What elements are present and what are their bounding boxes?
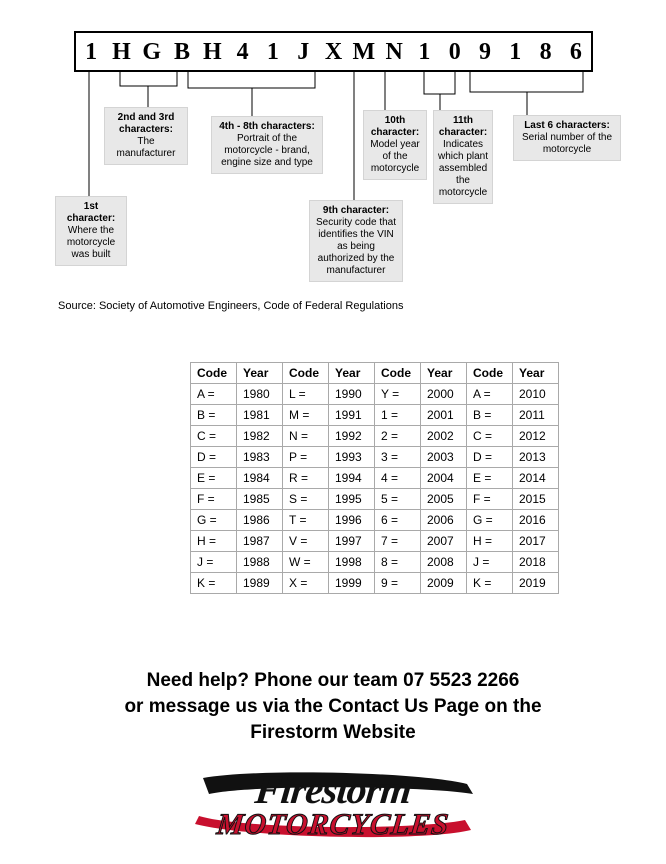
cell-code: E = <box>467 468 513 489</box>
cell-year: 2016 <box>513 510 559 531</box>
cell-year: 2008 <box>421 552 467 573</box>
table-row <box>191 384 559 405</box>
cell-year: 1996 <box>329 510 375 531</box>
column-header: Code <box>191 363 237 384</box>
table-row <box>191 489 559 510</box>
callout-body: The manufacturer <box>116 136 176 159</box>
callout-heading: 10th character: <box>370 115 420 138</box>
callout-body: Serial number of the motorcycle <box>521 132 613 155</box>
cell-code: N = <box>283 426 329 447</box>
cell-code: K = <box>191 573 237 594</box>
table-row <box>191 573 559 594</box>
callout-second-third-characters <box>104 107 188 165</box>
callout-heading: 9th character: <box>322 205 390 216</box>
cell-year: 1989 <box>237 573 283 594</box>
logo-word-firestorm: Firestorm <box>252 767 414 812</box>
cell-code: E = <box>191 468 237 489</box>
help-text-block <box>33 668 633 746</box>
cell-code: 6 = <box>375 510 421 531</box>
cell-year: 1999 <box>329 573 375 594</box>
cell-code: M = <box>283 405 329 426</box>
table-row <box>191 405 559 426</box>
cell-year: 1980 <box>237 384 283 405</box>
cell-code: 5 = <box>375 489 421 510</box>
cell-year: 2006 <box>421 510 467 531</box>
callout-ninth-character <box>309 200 403 282</box>
cell-code: G = <box>191 510 237 531</box>
table-row <box>191 531 559 552</box>
cell-year: 1987 <box>237 531 283 552</box>
cell-year: 1986 <box>237 510 283 531</box>
cell-code: J = <box>467 552 513 573</box>
table-row <box>191 426 559 447</box>
firestorm-motorcycles-logo <box>183 768 483 850</box>
cell-code: B = <box>467 405 513 426</box>
cell-code: J = <box>191 552 237 573</box>
column-header: Code <box>375 363 421 384</box>
cell-code: 8 = <box>375 552 421 573</box>
cell-year: 1984 <box>237 468 283 489</box>
cell-code: K = <box>467 573 513 594</box>
cell-year: 2013 <box>513 447 559 468</box>
vin-char: 1 <box>85 38 98 65</box>
cell-code: V = <box>283 531 329 552</box>
cell-code: 3 = <box>375 447 421 468</box>
vin-char: H <box>203 38 222 65</box>
cell-code: H = <box>467 531 513 552</box>
cell-code: 9 = <box>375 573 421 594</box>
cell-year: 2004 <box>421 468 467 489</box>
callout-heading: 4th - 8th characters: <box>219 121 315 132</box>
vin-char: 1 <box>509 38 522 65</box>
table-row <box>191 468 559 489</box>
cell-code: A = <box>467 384 513 405</box>
vin-char: 4 <box>236 38 249 65</box>
vin-char: 8 <box>539 38 552 65</box>
vin-char: G <box>142 38 162 65</box>
vin-char: N <box>385 38 403 65</box>
column-header: Year <box>513 363 559 384</box>
callout-heading: Last 6 characters: <box>524 120 610 131</box>
cell-year: 1990 <box>329 384 375 405</box>
cell-year: 2018 <box>513 552 559 573</box>
cell-code: W = <box>283 552 329 573</box>
column-header: Code <box>467 363 513 384</box>
table-header-row <box>191 363 559 384</box>
cell-code: H = <box>191 531 237 552</box>
cell-year: 2003 <box>421 447 467 468</box>
cell-code: C = <box>191 426 237 447</box>
cell-year: 2014 <box>513 468 559 489</box>
cell-year: 1998 <box>329 552 375 573</box>
cell-year: 2019 <box>513 573 559 594</box>
cell-year: 2017 <box>513 531 559 552</box>
cell-year: 2001 <box>421 405 467 426</box>
cell-code: T = <box>283 510 329 531</box>
help-line-3: Firestorm Website <box>250 722 416 743</box>
vin-char: H <box>112 38 131 65</box>
column-header: Code <box>283 363 329 384</box>
vin-char: 1 <box>418 38 431 65</box>
vin-char: 6 <box>569 38 582 65</box>
cell-year: 1982 <box>237 426 283 447</box>
cell-year: 1995 <box>329 489 375 510</box>
logo-word-motorcycles: MOTORCYCLES <box>215 808 451 841</box>
vin-char: X <box>324 38 343 65</box>
table-row <box>191 447 559 468</box>
cell-code: S = <box>283 489 329 510</box>
cell-year: 1994 <box>329 468 375 489</box>
cell-code: X = <box>283 573 329 594</box>
cell-year: 1981 <box>237 405 283 426</box>
vin-char: 1 <box>266 38 279 65</box>
callout-tenth-character <box>363 110 427 180</box>
cell-year: 1997 <box>329 531 375 552</box>
table-row <box>191 510 559 531</box>
column-header: Year <box>237 363 283 384</box>
source-note: Source: Society of Automotive Engineers, Code of Federal Regulations <box>58 300 404 312</box>
callout-body: Security code that identifies the VIN as being authorized by the manufacturer <box>315 217 397 276</box>
cell-year: 2010 <box>513 384 559 405</box>
cell-code: R = <box>283 468 329 489</box>
callout-heading: 1st character: <box>66 201 116 224</box>
cell-code: Y = <box>375 384 421 405</box>
cell-code: 4 = <box>375 468 421 489</box>
cell-code: L = <box>283 384 329 405</box>
cell-year: 1993 <box>329 447 375 468</box>
cell-year: 2012 <box>513 426 559 447</box>
help-line-1: Need help? Phone our team 07 5523 2266 <box>146 670 520 691</box>
vin-char: B <box>174 38 191 65</box>
cell-code: D = <box>467 447 513 468</box>
cell-code: D = <box>191 447 237 468</box>
cell-year: 2005 <box>421 489 467 510</box>
model-year-code-table <box>190 362 559 594</box>
cell-year: 2009 <box>421 573 467 594</box>
cell-code: B = <box>191 405 237 426</box>
vin-number-box <box>74 31 593 72</box>
callout-fourth-eighth-characters <box>211 116 323 174</box>
cell-code: 2 = <box>375 426 421 447</box>
cell-year: 2011 <box>513 405 559 426</box>
cell-code: P = <box>283 447 329 468</box>
vin-char: 9 <box>479 38 491 65</box>
cell-year: 2000 <box>421 384 467 405</box>
cell-year: 1988 <box>237 552 283 573</box>
cell-year: 2015 <box>513 489 559 510</box>
cell-year: 1985 <box>237 489 283 510</box>
callout-heading: 11th character: <box>438 115 488 138</box>
cell-code: G = <box>467 510 513 531</box>
table-row <box>191 552 559 573</box>
cell-year: 1983 <box>237 447 283 468</box>
vin-char: 0 <box>448 38 461 65</box>
column-header: Year <box>421 363 467 384</box>
callout-body: Portrait of the motorcycle - brand, engine size and type <box>221 133 313 168</box>
vin-char: M <box>352 38 376 65</box>
callout-eleventh-character <box>433 110 493 204</box>
cell-code: C = <box>467 426 513 447</box>
cell-year: 2007 <box>421 531 467 552</box>
cell-code: A = <box>191 384 237 405</box>
callout-last-six-characters <box>513 115 621 161</box>
cell-code: F = <box>467 489 513 510</box>
vin-char: J <box>297 38 310 65</box>
callout-first-character <box>55 196 127 266</box>
cell-year: 1992 <box>329 426 375 447</box>
callout-body: Model year of the motorcycle <box>370 139 420 174</box>
cell-year: 2002 <box>421 426 467 447</box>
cell-year: 1991 <box>329 405 375 426</box>
callout-heading: 2nd and 3rd characters: <box>117 112 175 135</box>
callout-body: Indicates which plant assembled the motorcycle <box>437 139 489 198</box>
cell-code: 7 = <box>375 531 421 552</box>
help-line-2: or message us via the Contact Us Page on the <box>124 696 542 717</box>
callout-body: Where the motorcycle was built <box>66 225 116 260</box>
column-header: Year <box>329 363 375 384</box>
cell-code: F = <box>191 489 237 510</box>
cell-code: 1 = <box>375 405 421 426</box>
